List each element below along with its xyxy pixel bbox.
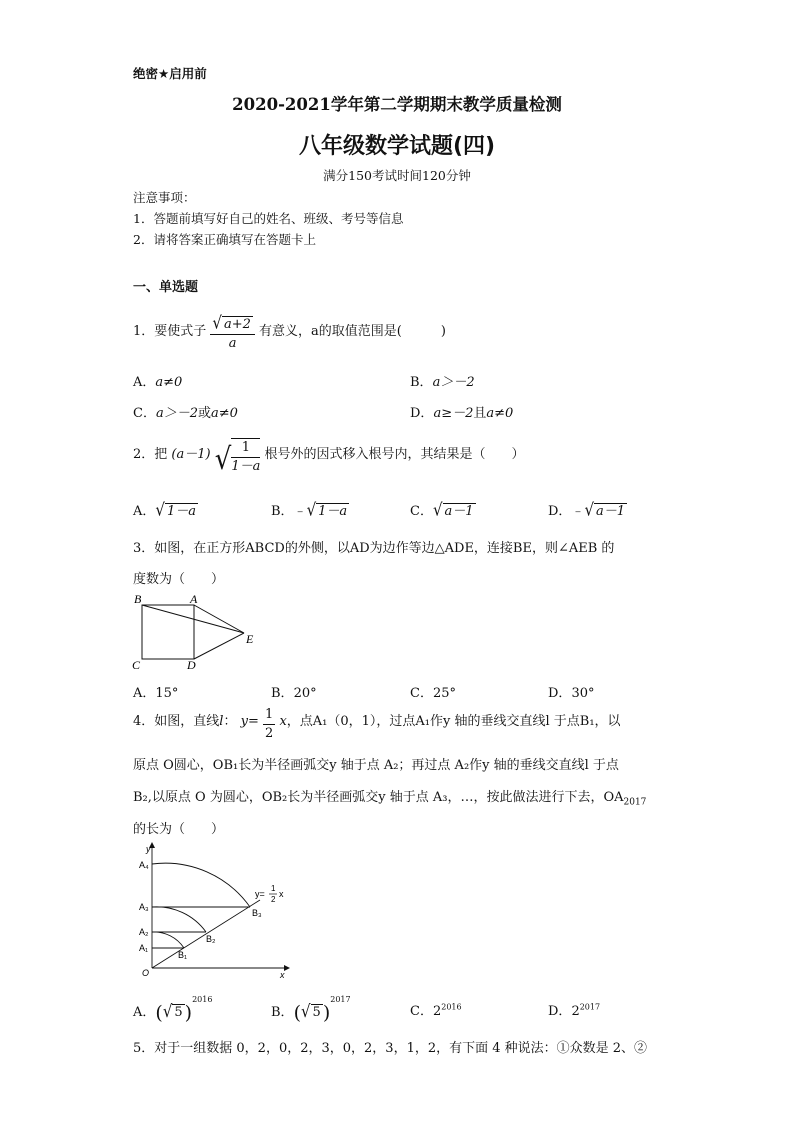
q4-option-c[interactable]: C．$2^{2016}$ <box>410 1002 462 1019</box>
q2-option-a[interactable]: A．√ 1－a <box>133 499 196 521</box>
question-3-line-2: 度数为（ ） <box>133 572 225 587</box>
q4-label-a2: A₂ <box>139 927 149 937</box>
q4-label-a3: A₃ <box>139 902 149 912</box>
confidential-mark: 绝密★启用前 <box>133 66 207 81</box>
q2-prefix: 2．把 <box>133 447 168 462</box>
section-heading: 一、单选题 <box>133 280 199 295</box>
q4-axis-y: y <box>146 844 151 854</box>
q2-fraction <box>231 438 260 476</box>
q2-denominator: 1－a <box>231 459 261 474</box>
q1-option-d[interactable]: D．a≥－2且a≠0 <box>410 406 514 421</box>
q4-label-b3: B₃ <box>252 908 262 918</box>
q1-denominator: a <box>228 336 237 351</box>
q2-factor: (a－1) <box>171 447 211 462</box>
q3-label-d: D <box>187 658 196 672</box>
q2-option-b[interactable]: B．﹣√ 1－a <box>271 499 348 521</box>
q4-fraction: $\frac{1}{2}$ <box>265 707 274 741</box>
q4-option-d[interactable]: D．$2^{2017}$ <box>548 1002 601 1019</box>
question-1 <box>133 314 446 353</box>
question-5-line-1: 5．对于一组数据 0，2，0，2，3，0，2，3，1，2，有下面 4 种说法：①众数是 2、② <box>133 1041 648 1056</box>
notes-heading: 注意事项： <box>133 190 196 205</box>
q4-option-a[interactable]: A．(√ 5 )$^{2016}$ <box>133 995 213 1024</box>
q4-line-frac-num: 1 <box>271 884 276 893</box>
q4-line-x: x <box>279 889 284 899</box>
q2-option-d[interactable]: D．﹣√ a－1 <box>548 499 626 521</box>
q2-numerator: 1 <box>231 439 260 458</box>
note-item-2: 2．请将答案正确填写在答题卡上 <box>133 232 316 247</box>
q2-option-c[interactable]: C．√ a－1 <box>410 499 474 521</box>
q3-option-b[interactable]: B．20° <box>271 686 317 701</box>
exam-term-title: 2020-2021学年第二学期期末教学质量检测 <box>232 95 562 114</box>
q3-option-c[interactable]: C．25° <box>410 686 456 701</box>
q3-figure <box>128 590 263 675</box>
question-4-line-1: 4．如图，直线l： y= $\frac{1}{2}$ x，点A₁（0，1），过点A₁作y 轴的垂线交直线l 于点B₁，以 <box>133 707 621 741</box>
q1-option-b[interactable]: B．a＞－2 <box>410 375 475 390</box>
question-3-line-1: 3．如图，在正方形ABCD的外侧，以AD为边作等边△ADE，连接BE，则∠AEB 的 <box>133 541 615 556</box>
q1-prefix: 1．要使式子 <box>133 324 207 339</box>
q4-label-b2: B₂ <box>206 934 216 944</box>
q2-suffix: 根号外的因式移入根号内，其结果是（ ） <box>264 447 525 462</box>
q3-option-d[interactable]: D．30° <box>548 686 595 701</box>
q4-figure <box>136 840 296 980</box>
q1-option-c[interactable]: C．a＞－2或a≠0 <box>133 406 238 421</box>
exam-subtitle: 满分150考试时间120分钟 <box>323 168 471 183</box>
q1-radicand: a+2 <box>223 317 251 332</box>
q4-label-a1: A₁ <box>139 943 149 953</box>
question-4-line-4: 的长为（ ） <box>133 822 225 837</box>
q4-label-a4: A₄ <box>139 860 149 870</box>
q3-label-a: A <box>190 592 198 606</box>
q4-axis-x: x <box>280 970 285 980</box>
note-item-1: 1．答题前填写好自己的姓名、班级、考号等信息 <box>133 211 404 226</box>
q1-suffix: 有意义，a的取值范围是( ) <box>259 324 446 339</box>
question-2: 2．把 (a－1) √ $\frac{1}{1-a}$ 根号外的因式移入根号内，其结果是（ ） <box>133 440 525 478</box>
q4-line-label: y= <box>255 889 265 899</box>
q3-option-a[interactable]: A．15° <box>133 686 179 701</box>
q3-label-e: E <box>246 632 254 646</box>
q3-label-b: B <box>134 592 142 606</box>
q4-label-b1: B₁ <box>178 950 188 960</box>
question-4-line-3: B₂,以原点 O 为圆心，OB₂长为半径画弧交y 轴于点 A₃，…，按此做法进行下去，$OA_{2017}$ <box>133 790 647 808</box>
exam-title: 八年级数学试题(四) <box>298 134 496 159</box>
q1-fraction: $\frac{√ a+2}{a}$ <box>210 314 254 353</box>
q1-option-a[interactable]: A．a≠0 <box>133 375 183 390</box>
q4-line-frac-den: 2 <box>271 895 276 904</box>
q4-option-b[interactable]: B．(√ 5 )$^{2017}$ <box>271 995 351 1024</box>
q4-origin: O <box>142 968 150 978</box>
q3-label-c: C <box>132 658 141 672</box>
question-4-line-2: 原点 O圆心，OB₁长为半径画弧交y 轴于点 A₂；再过点 A₂作y 轴的垂线交直线l 于点 <box>133 758 619 773</box>
